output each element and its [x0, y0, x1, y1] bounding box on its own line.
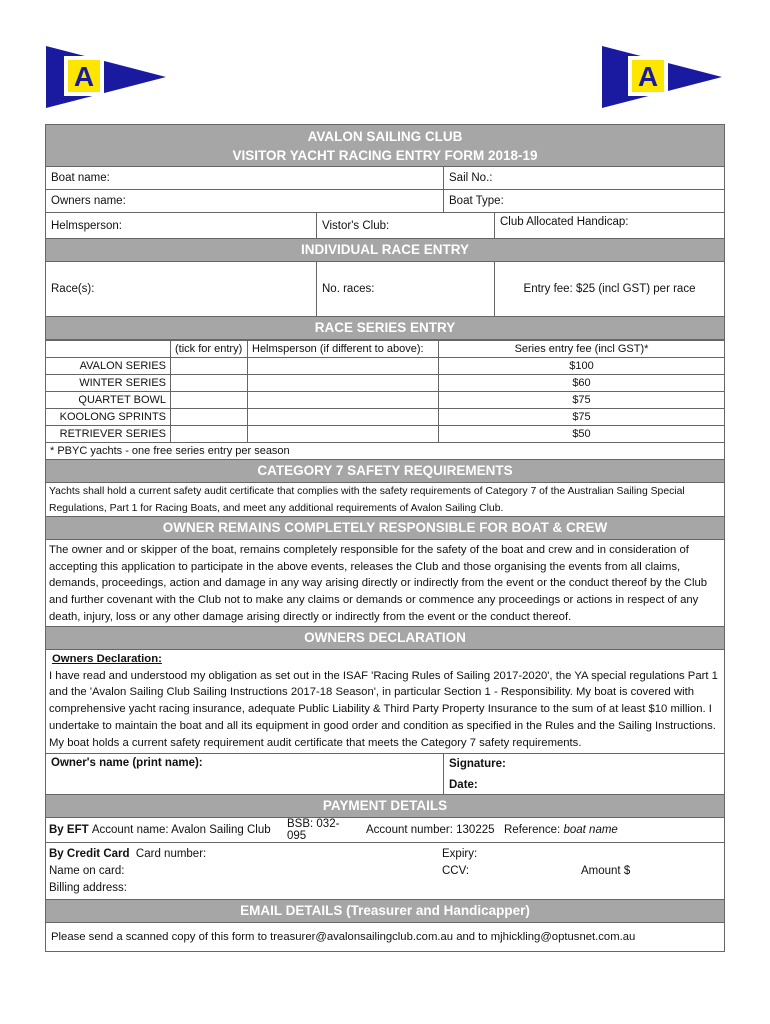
- series-name: KOOLONG SPRINTS: [46, 409, 171, 426]
- email-heading: EMAIL DETAILS (Treasurer and Handicapper): [46, 900, 724, 923]
- form-title: [46, 125, 724, 167]
- club-name: AVALON SAILING CLUB: [307, 129, 463, 144]
- boat-type-label: Boat Type:: [449, 195, 504, 207]
- owners-name-field[interactable]: [46, 190, 443, 212]
- signature-date-field[interactable]: [443, 754, 724, 794]
- declaration-label: Owners Declaration:: [52, 653, 162, 665]
- responsibility-text: The owner and or skipper of the boat, remains completely responsible for the safety of the boat and crew and in consideration of accepting this application to participate in the above events, releases the Club and those organising the events from all claims, demands, proceedings, action and damage in any way arising directly or indirectly from the event or the conduct thereof by the Club and further covenant with the Club not to make any claims or demands or commence any proceedings or actions in respect of any death, injury, loss or any other damage arising directly or indirectly from the event or the conduct thereof.: [46, 540, 724, 627]
- tick-box[interactable]: [171, 358, 248, 375]
- table-row: [46, 358, 724, 375]
- fee-header: Series entry fee (incl GST)*: [439, 341, 725, 358]
- visitors-club-label: Vistor's Club:: [322, 219, 390, 232]
- race-series-heading: RACE SERIES ENTRY: [46, 317, 724, 340]
- helm-header: Helmsperson (if different to above):: [248, 341, 439, 358]
- helmsperson-field[interactable]: [46, 213, 316, 238]
- owner-name-label: Owner's name (print name):: [51, 757, 203, 769]
- bsb: BSB: 032-095: [287, 818, 340, 842]
- card-block: [46, 843, 724, 900]
- ccv-label[interactable]: CCV:: [442, 865, 470, 877]
- boat-name-label: Boat name:: [51, 172, 110, 184]
- amount-label[interactable]: Amount $: [581, 865, 631, 877]
- races-label: Race(s):: [51, 283, 95, 295]
- reference-value: boat name: [563, 824, 618, 836]
- account-number: Account number: 130225: [366, 824, 495, 836]
- helm-input[interactable]: [248, 375, 439, 392]
- burgee-letter: A: [73, 61, 95, 92]
- table-row: [46, 409, 724, 426]
- club-handicap-field[interactable]: [494, 213, 724, 238]
- eft-account: [46, 818, 286, 842]
- declaration-block: [46, 650, 724, 754]
- individual-race-heading: INDIVIDUAL RACE ENTRY: [46, 239, 724, 262]
- reference-label: Reference:: [504, 824, 561, 836]
- races-field[interactable]: [46, 262, 316, 316]
- series-name: AVALON SERIES: [46, 358, 171, 375]
- declaration-heading: OWNERS DECLARATION: [46, 627, 724, 650]
- reference: [499, 818, 724, 842]
- tick-header: (tick for entry): [171, 341, 248, 358]
- declaration-text: I have read and understood my obligation as set out in the ISAF 'Racing Rules of Sailing 2017-2020', the YA special regulations Part 1 and the 'Avalon Sailing Club Sailing Instructions 2017-18 Season', in particular Section 1 - Responsibility. My boat is covered with comprehensive yacht racing insurance, adequate Public Liability & Third Party Property Insurance to the sum of at least $10 million. I undertake to maintain the boat and all its equipment in good order and condition as specified in the Rules and the Sailing Instructions. My boat holds a current safety requirement audit certificate that meets the Category 7 safety requirements.: [49, 669, 718, 749]
- series-fee: $50: [439, 426, 725, 443]
- billing-address-label[interactable]: Billing address:: [49, 882, 127, 894]
- no-races-label: No. races:: [322, 283, 375, 295]
- helm-input[interactable]: [248, 358, 439, 375]
- responsibility-heading: OWNER REMAINS COMPLETELY RESPONSIBLE FOR BOAT & CREW: [46, 517, 724, 540]
- visitors-club-field[interactable]: [316, 213, 496, 238]
- tick-box[interactable]: [171, 426, 248, 443]
- date-label: Date:: [449, 779, 478, 791]
- series-name-header: [46, 341, 171, 358]
- helm-input[interactable]: [248, 409, 439, 426]
- series-fee: $60: [439, 375, 725, 392]
- series-fee: $100: [439, 358, 725, 375]
- series-fee: $75: [439, 409, 725, 426]
- race-series-table: [46, 340, 724, 460]
- tick-box[interactable]: [171, 375, 248, 392]
- series-name: QUARTET BOWL: [46, 392, 171, 409]
- tick-box[interactable]: [171, 392, 248, 409]
- sail-no-label: Sail No.:: [449, 172, 493, 184]
- table-row: [46, 426, 724, 443]
- account-name: Account name: Avalon Sailing Club: [91, 824, 271, 836]
- boat-name-field[interactable]: [46, 167, 443, 189]
- form-name: VISITOR YACHT RACING ENTRY FORM 2018-19: [232, 148, 538, 163]
- helm-input[interactable]: [248, 392, 439, 409]
- table-row: [46, 375, 724, 392]
- helmsperson-label: Helmsperson:: [51, 219, 122, 232]
- entry-fee-field: [494, 262, 724, 316]
- sail-no-field[interactable]: [443, 167, 724, 189]
- safety-heading: CATEGORY 7 SAFETY REQUIREMENTS: [46, 460, 724, 483]
- helm-input[interactable]: [248, 426, 439, 443]
- safety-text: Yachts shall hold a current safety audit certificate that complies with the safety requirements of Category 7 of the Australian Sailing Special Regulations, Part 1 for Racing Boats, and meet any additional requirements of Avalon Sailing Club.: [46, 483, 724, 517]
- burgee-letter: A: [637, 61, 659, 92]
- card-number-line: [49, 846, 206, 863]
- eft-row: [46, 818, 724, 843]
- series-note: * PBYC yachts - one free series entry per season: [46, 443, 724, 460]
- owners-name-label: Owners name:: [51, 195, 126, 207]
- tick-box[interactable]: [171, 409, 248, 426]
- name-on-card-label[interactable]: Name on card:: [49, 865, 125, 877]
- expiry-label[interactable]: Expiry:: [442, 848, 478, 860]
- table-row: [46, 392, 724, 409]
- entry-fee-label: Entry fee: $25 (incl GST) per race: [523, 283, 696, 295]
- signature-label: Signature:: [449, 758, 506, 770]
- series-header-row: [46, 341, 724, 358]
- by-card-label: By Credit Card: [49, 848, 130, 860]
- series-fee: $75: [439, 392, 725, 409]
- club-burgee-right: [602, 46, 724, 108]
- series-note-row: [46, 443, 724, 460]
- email-text: Please send a scanned copy of this form to treasurer@avalonsailingclub.com.au and to mjhickling@optusnet.com.au: [51, 931, 636, 943]
- club-burgee-left: [46, 46, 168, 108]
- owner-name-field[interactable]: [46, 754, 443, 794]
- boat-type-field[interactable]: [443, 190, 724, 212]
- by-eft-label: By EFT: [49, 824, 89, 836]
- entry-form: [45, 124, 725, 952]
- club-handicap-label: Club Allocated Handicap:: [500, 216, 629, 228]
- no-races-field[interactable]: [316, 262, 496, 316]
- card-number-label[interactable]: Card number:: [135, 848, 207, 860]
- series-name: WINTER SERIES: [46, 375, 171, 392]
- payment-heading: PAYMENT DETAILS: [46, 795, 724, 818]
- series-name: RETRIEVER SERIES: [46, 426, 171, 443]
